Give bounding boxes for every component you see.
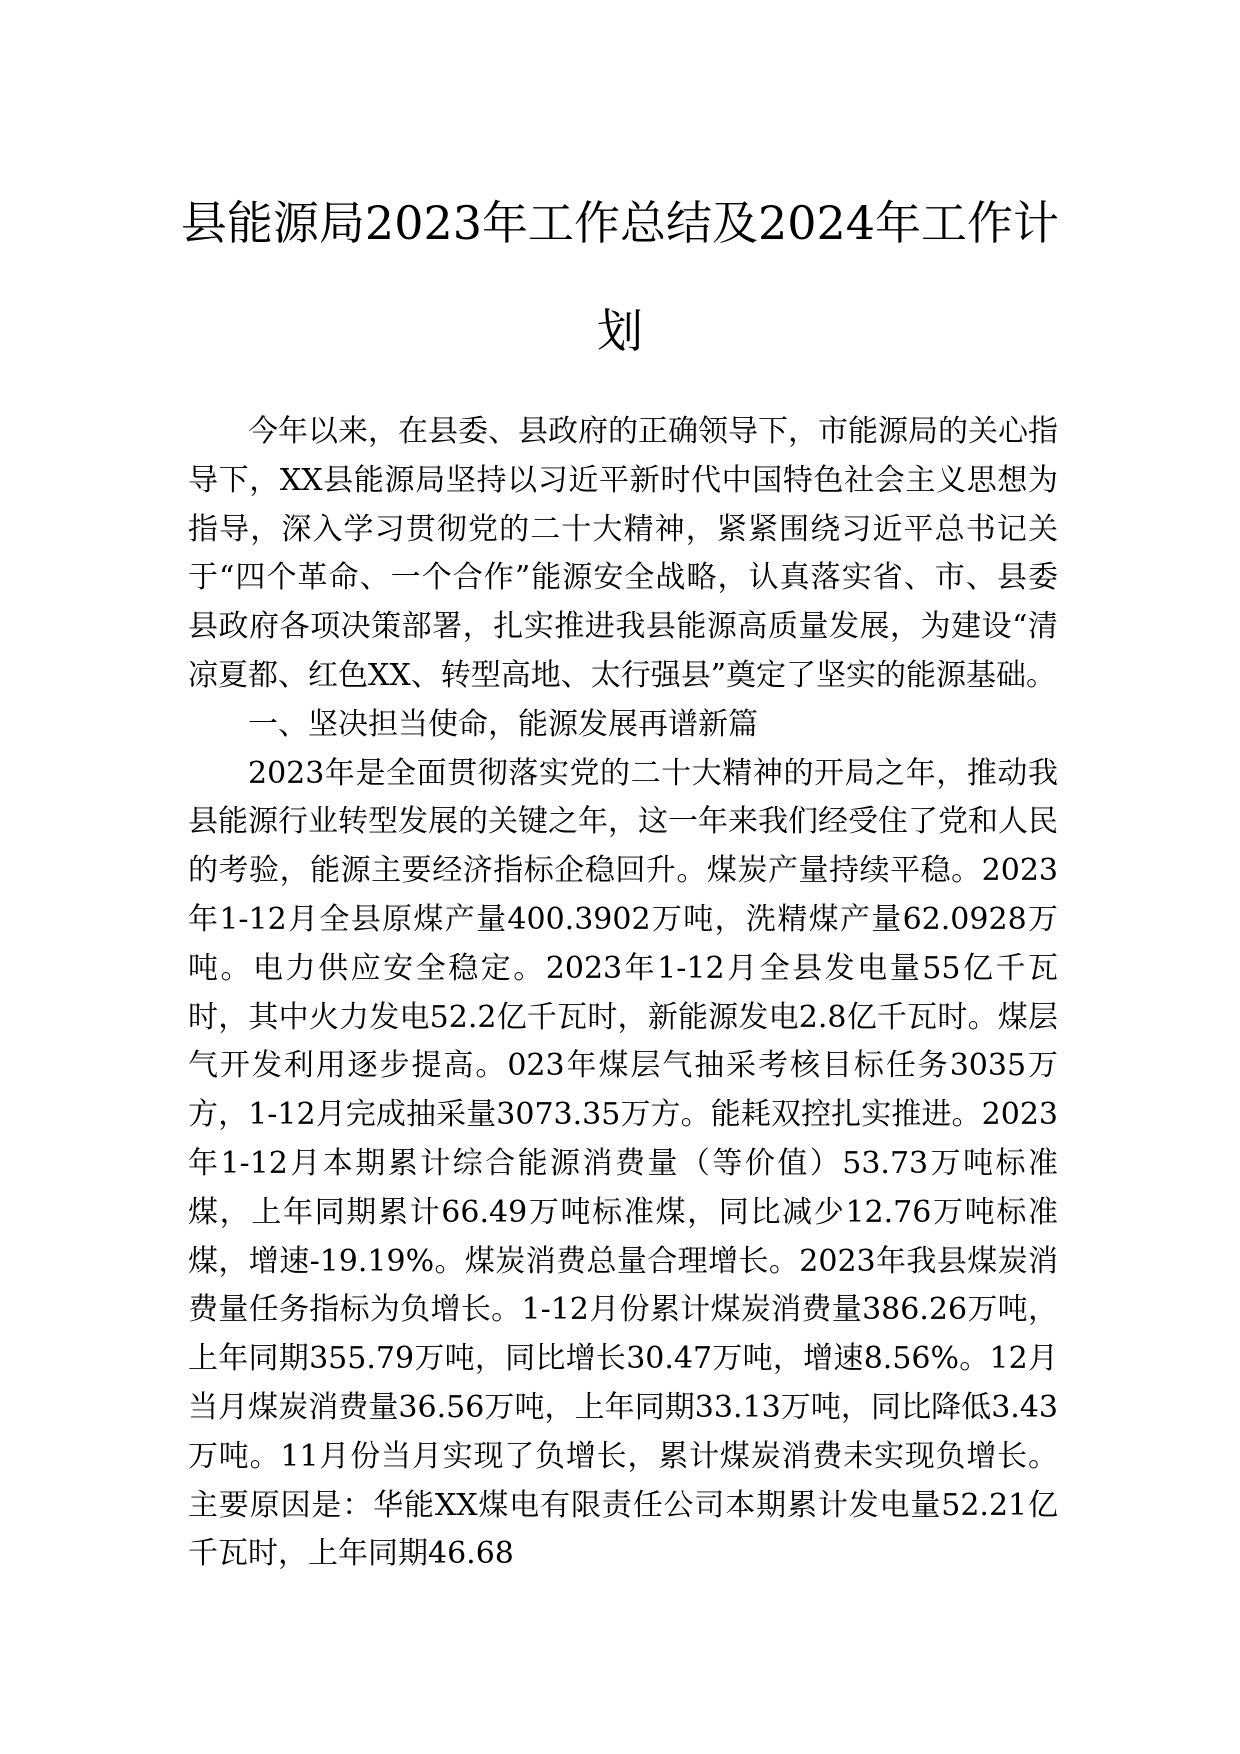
document-body	[188, 408, 1058, 1579]
section-heading-1: 一、坚决担当使命，能源发展再谱新篇	[248, 706, 758, 742]
section-1-paragraph: 2023年是全面贯彻落实党的二十大精神的开局之年，推动我县能源行业转型发展的关键之年，这一年来我们经受住了党和人民的考验，能源主要经济指标企稳回升。煤炭产量持续平稳。2023年1-12月全县原煤产量400.3902万吨，洗精煤产量62.0928万吨。电力供应安全稳定。2023年1-12月全县发电量55亿千瓦时，其中火力发电52.2亿千瓦时，新能源发电2.8亿千瓦时。煤层气开发利用逐步提高。023年煤层气抽采考核目标任务3035万方，1-12月完成抽采量3073.35万方。能耗双控扎实推进。2023年1-12月本期累计综合能源消费量（等价值）53.73万吨标准煤，上年同期累计66.49万吨标准煤，同比减少12.76万吨标准煤，增速-19.19%。煤炭消费总量合理增长。2023年我县煤炭消费量任务指标为负增长。1-12月份累计煤炭消费量386.26万吨，上年同期355.79万吨，同比增长30.47万吨，增速8.56%。12月当月煤炭消费量36.56万吨，上年同期33.13万吨，同比降低3.43万吨。11月份当月实现了负增长，累计煤炭消费未实现负增长。主要原因是：华能XX煤电有限责任公司本期累计发电量52.21亿千瓦时，上年同期46.68	[188, 755, 1058, 1572]
intro-paragraph: 今年以来，在县委、县政府的正确领导下，市能源局的关心指导下，XX县能源局坚持以习近平新时代中国特色社会主义思想为指导，深入学习贯彻党的二十大精神，紧紧围绕习近平总书记关于“四个革命、一个合作”能源安全战略，认真落实省、市、县委县政府各项决策部署，扎实推进我县能源高质量发展，为建设“清凉夏都、红色XX、转型高地、太行强县”奠定了坚实的能源基础。	[188, 414, 1058, 693]
document-title: 县能源局2023年工作总结及2024年工作计划	[180, 196, 1060, 358]
